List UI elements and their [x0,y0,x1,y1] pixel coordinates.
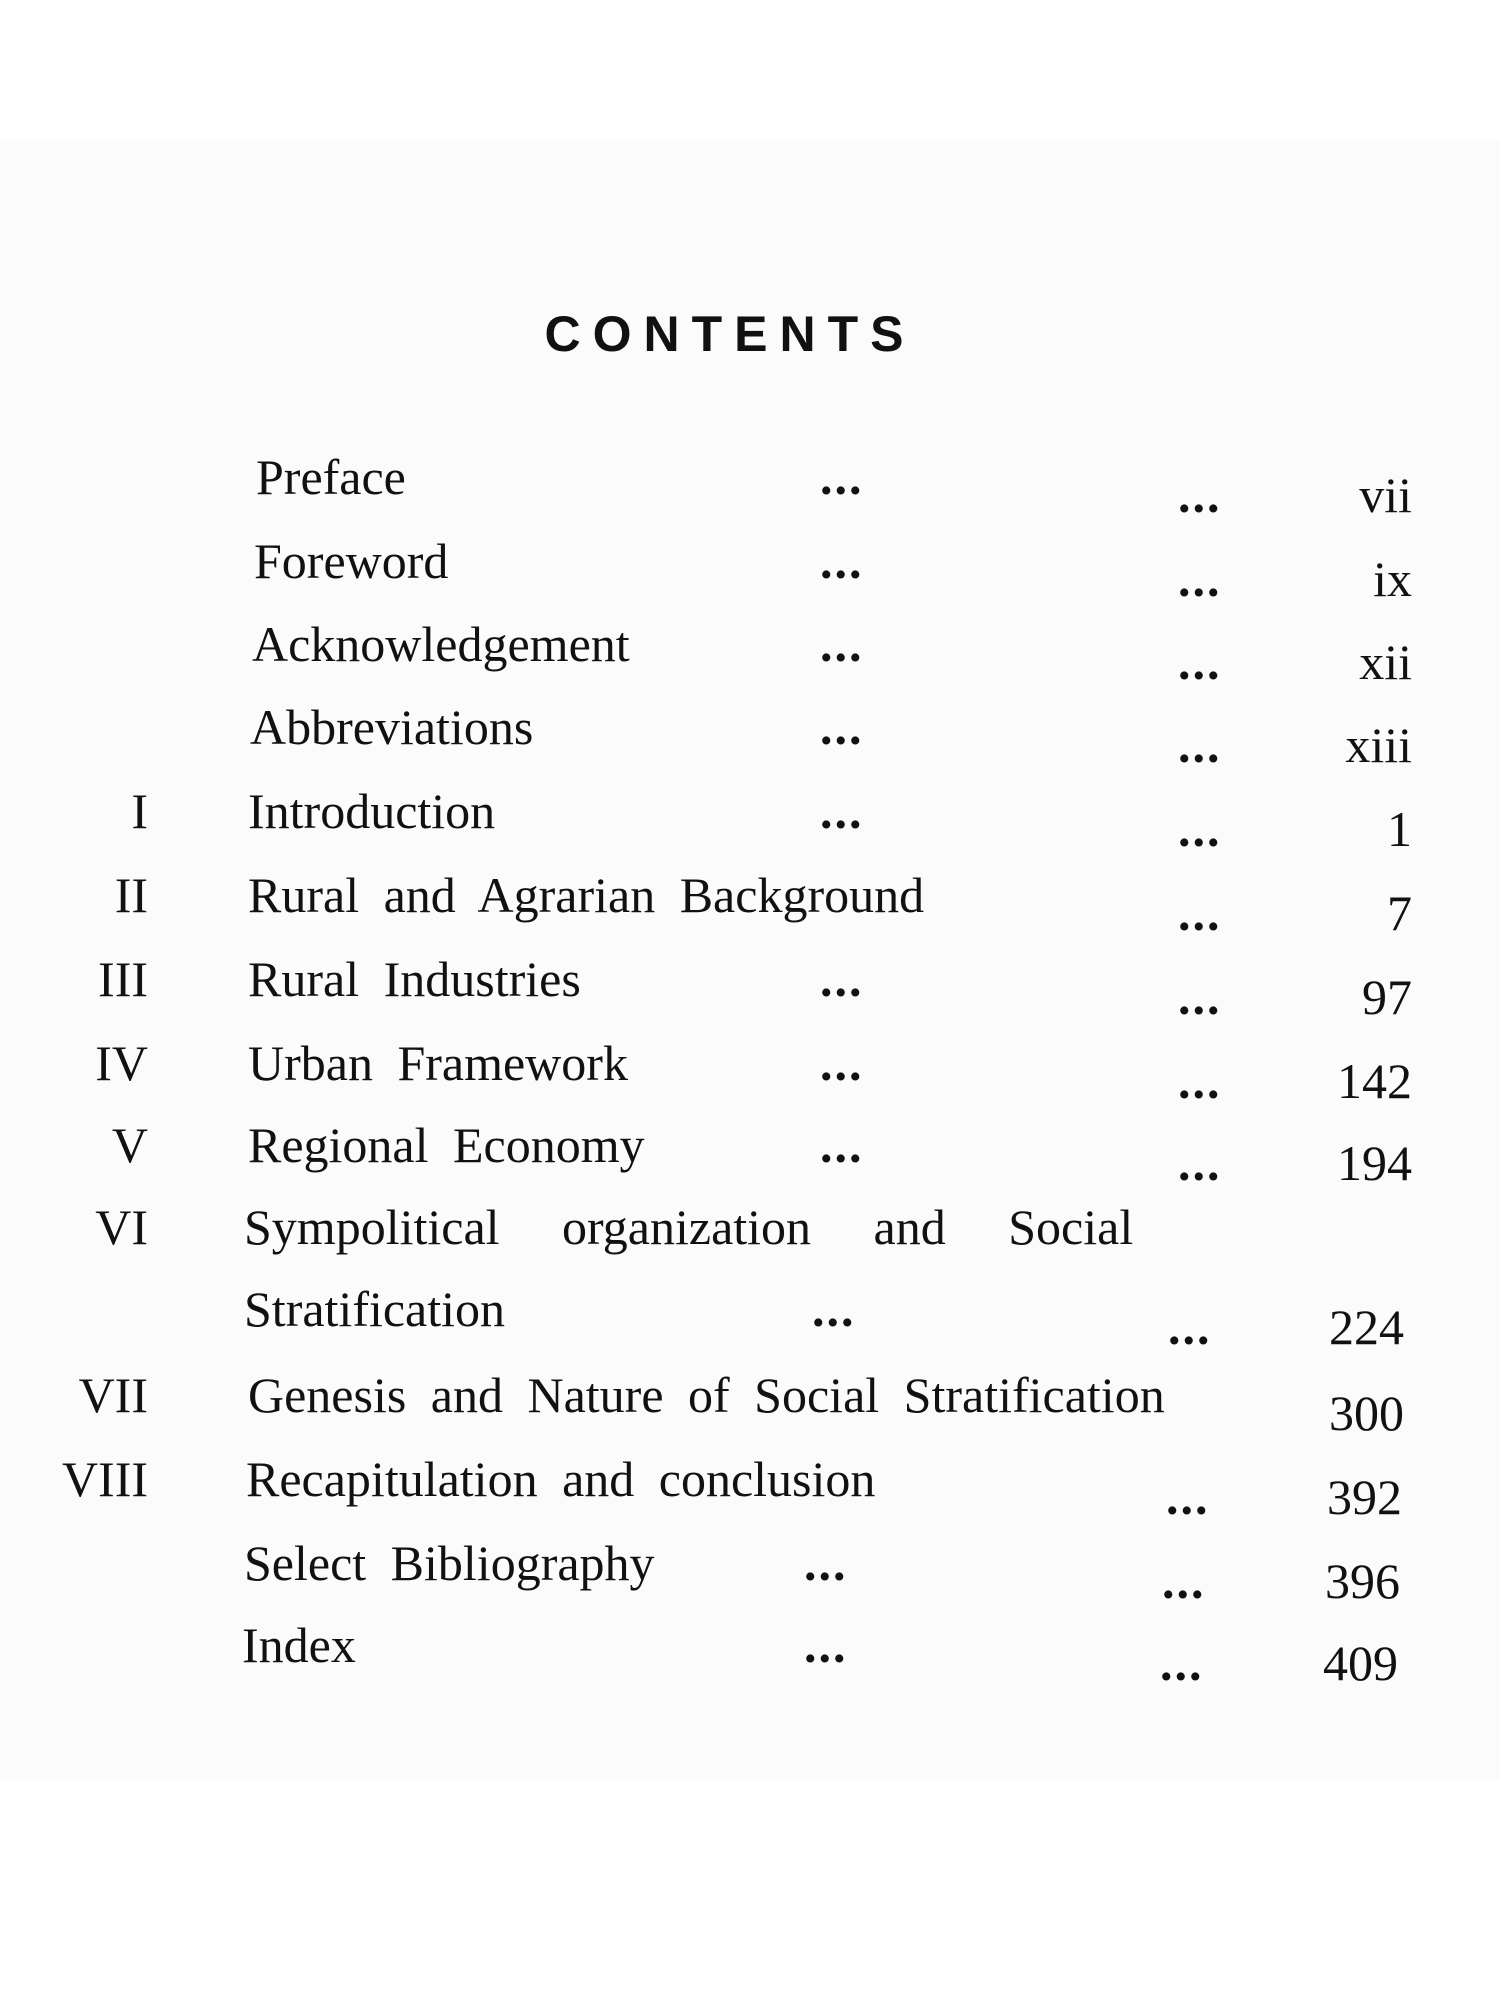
leader-dots: ... [1166,1469,1210,1525]
toc-entry-bibliography [0,1534,1500,1614]
leader-dots: ... [1178,969,1222,1025]
leader-dots: ... [820,533,864,589]
toc-entry-chapter-4 [0,1034,1500,1114]
toc-entry-title: Index [242,1617,356,1673]
leader-dots: ... [820,951,864,1007]
toc-entry-abbreviations [0,698,1500,778]
toc-entry-page: 142 [1337,1053,1412,1109]
toc-entry-number: III [98,951,148,1007]
toc-entry-title: Acknowledgement [252,616,630,672]
toc-entry-title: Preface [256,449,406,505]
leader-dots: ... [820,616,864,672]
toc-entry-chapter-5 [0,1116,1500,1196]
toc-entry-chapter-3 [0,950,1500,1030]
toc-entry-page: 409 [1323,1635,1398,1691]
toc-entry-foreword [0,532,1500,612]
toc-entry-title: Regional Economy [248,1117,645,1173]
toc-entry-page: 7 [1387,885,1412,941]
leader-dots: ... [820,1035,864,1091]
toc-entry-title: Urban Framework [248,1035,628,1091]
toc-entry-number: IV [95,1035,148,1091]
leader-dots: ... [1178,634,1222,690]
toc-entry-page: ix [1373,551,1412,607]
toc-entry-number: VII [78,1367,148,1423]
toc-entry-page: vii [1359,467,1412,523]
toc-entry-chapter-1 [0,782,1500,862]
toc-entry-title: Sympolitical organization and Social [244,1199,1134,1255]
leader-dots: ... [1178,801,1222,857]
toc-entry-number: V [111,1117,148,1173]
leader-dots: ... [1168,1299,1212,1355]
leader-dots: ... [820,783,864,839]
toc-entry-index [0,1616,1500,1696]
toc-entry-chapter-6 [0,1198,1500,1278]
toc-entry-number: II [114,867,148,923]
toc-entry-chapter-8 [0,1450,1500,1530]
toc-entry-number: I [131,783,148,839]
toc-entry-page: xiii [1345,717,1412,773]
leader-dots: ... [820,1117,864,1173]
leader-dots: ... [1162,1553,1206,1609]
toc-entry-title: Rural Industries [248,951,581,1007]
toc-entry-title: Rural and Agrarian Background [248,867,925,923]
toc-entry-page: 1 [1387,801,1412,857]
toc-entry-page: 224 [1329,1299,1404,1355]
toc-entry-page: 97 [1362,969,1412,1025]
toc-entry-title: Foreword [254,533,449,589]
leader-dots: ... [1160,1635,1204,1691]
toc-entry-title: Recapitulation and conclusion [246,1451,876,1507]
leader-dots: ... [1178,885,1222,941]
leader-dots: ... [1178,467,1222,523]
toc-entry-page: xii [1359,634,1412,690]
leader-dots: ... [1178,717,1222,773]
toc-entry-title: Genesis and Nature of Social Stratification [248,1367,1165,1423]
leader-dots: ... [804,1617,848,1673]
leader-dots: ... [820,699,864,755]
toc-entry-chapter-7 [0,1366,1500,1446]
toc-entry-chapter-6-continued [0,1280,1500,1360]
toc-entry-title: Select Bibliography [244,1535,655,1591]
toc-entry-page: 392 [1327,1469,1402,1525]
toc-entry-chapter-2 [0,866,1500,946]
toc-entry-page: 194 [1337,1135,1412,1191]
toc-entry-title: Abbreviations [250,699,534,755]
leader-dots: ... [804,1535,848,1591]
toc-entry-title: Introduction [248,783,496,839]
toc-entry-preface [0,448,1500,528]
toc-entry-number: VIII [61,1451,148,1507]
toc-entry-page: 300 [1329,1385,1404,1441]
leader-dots: ... [812,1281,856,1337]
leader-dots: ... [1178,551,1222,607]
leader-dots: ... [820,449,864,505]
leader-dots: ... [1178,1135,1222,1191]
toc-entry-number: VI [95,1199,148,1255]
page-title: CONTENTS [544,306,916,362]
leader-dots: ... [1178,1053,1222,1109]
toc-entry-title: Stratification [244,1281,506,1337]
toc-entry-page: 396 [1325,1553,1400,1609]
toc-entry-acknowledgement [0,615,1500,695]
